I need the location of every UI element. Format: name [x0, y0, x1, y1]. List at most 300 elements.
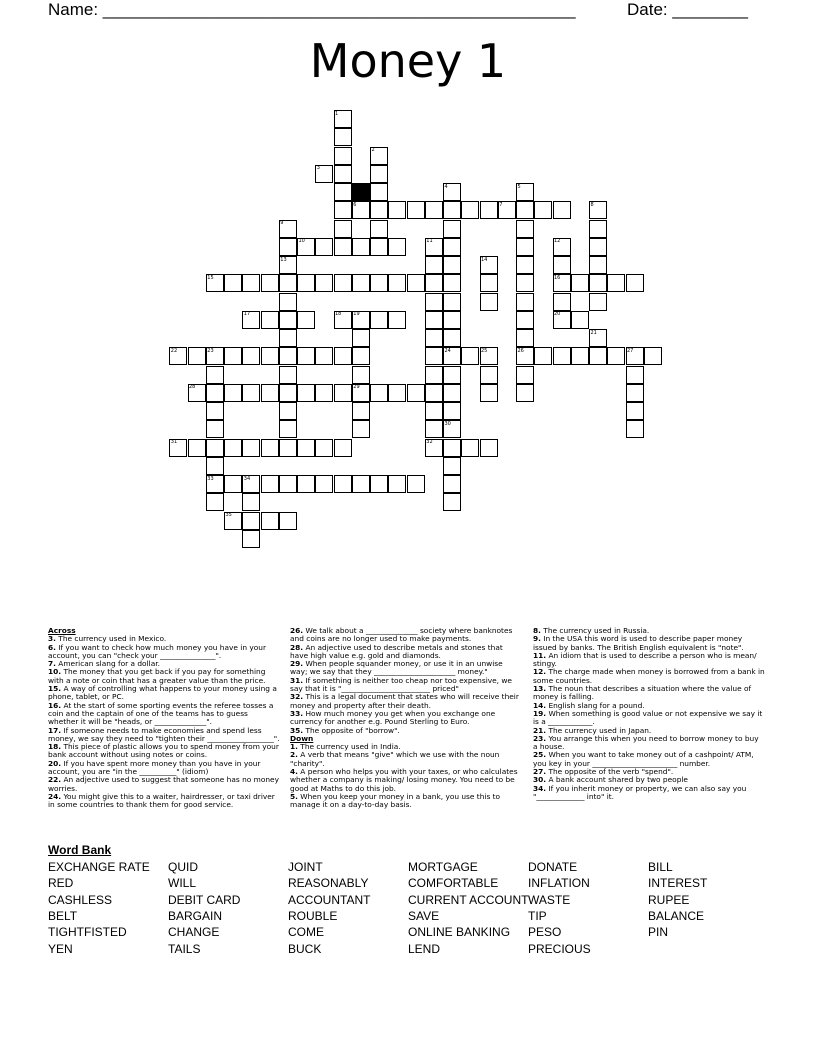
clue-number: 28	[189, 384, 196, 391]
clue	[290, 710, 522, 727]
grid-cell[interactable]	[352, 420, 370, 438]
grid-cell[interactable]	[388, 201, 406, 219]
grid-cell[interactable]	[352, 274, 370, 292]
clue	[48, 668, 280, 685]
grid-cell[interactable]	[334, 347, 352, 365]
clue-number: 23.	[533, 733, 547, 743]
grid-cell[interactable]	[370, 183, 388, 201]
date-field	[627, 0, 748, 20]
clue-number: 25	[481, 347, 488, 354]
grid-cell[interactable]	[261, 274, 279, 292]
word-bank-word: DONATE	[528, 860, 578, 874]
clue-text: An adjective used to describe metals and stones that have high value e.g. gold and diamonds.	[290, 642, 503, 660]
clue	[290, 693, 522, 710]
clue-text: The currency used in Japan.	[546, 725, 652, 735]
clue-number: 12	[554, 238, 561, 245]
grid-cell[interactable]	[224, 384, 242, 402]
grid-cell[interactable]	[261, 347, 279, 365]
clue-number: 19.	[533, 708, 547, 718]
black-cell	[352, 183, 370, 201]
grid-cell[interactable]	[334, 384, 352, 402]
grid-cell[interactable]	[388, 475, 406, 493]
grid-cell[interactable]	[370, 238, 388, 256]
clue-text: In the USA this word is used to describe paper money issued by banks. The British English equivalent is "note".	[533, 634, 744, 652]
grid-cell[interactable]	[242, 530, 260, 548]
grid-cell[interactable]	[206, 384, 224, 402]
grid-cell[interactable]	[352, 329, 370, 347]
grid-cell[interactable]	[626, 420, 644, 438]
clue-text: This piece of plastic allows you to spend money from your bank account without using notes or coins.	[48, 742, 279, 760]
grid-cell[interactable]	[480, 366, 498, 384]
clue	[533, 735, 765, 752]
grid-cell[interactable]	[589, 293, 607, 311]
grid-cell[interactable]	[443, 402, 461, 420]
grid-cell[interactable]	[443, 493, 461, 511]
clue-number: 12.	[533, 667, 547, 677]
clue-number: 31	[170, 439, 178, 445]
grid-cell[interactable]	[626, 274, 644, 292]
grid-cell[interactable]	[571, 311, 589, 329]
clue-text: You arrange this when you need to borrow money to buy a house.	[533, 733, 759, 752]
grid-cell[interactable]	[516, 274, 534, 292]
grid-cell[interactable]	[370, 311, 388, 329]
grid-cell[interactable]	[279, 420, 297, 438]
clue-number: 17	[243, 311, 251, 318]
grid-cell[interactable]	[443, 475, 461, 493]
grid-cell[interactable]	[297, 347, 315, 365]
clue-number: 1	[335, 110, 339, 117]
word-bank-word: PRECIOUS	[528, 941, 591, 956]
grid-cell[interactable]	[261, 439, 279, 457]
clue-number: 21.	[533, 725, 547, 735]
clue-text: A verb that means "give" which we use with the noun "charity".	[290, 750, 500, 768]
grid-cell[interactable]	[425, 274, 443, 292]
clue-text: How much money you get when you exchange one currency for another e.g. Pound Sterling to Euro.	[290, 708, 496, 727]
grid-cell[interactable]	[480, 439, 498, 457]
clues-column-3	[533, 627, 765, 801]
grid-cell[interactable]	[626, 402, 644, 420]
clue-number: 20	[554, 311, 561, 318]
word-bank-word: BUCK	[288, 941, 322, 956]
grid-cell[interactable]	[279, 366, 297, 384]
clue	[48, 776, 280, 793]
word-bank-word: ROUBLE	[288, 908, 338, 923]
grid-cell[interactable]	[315, 347, 333, 365]
grid-cell[interactable]	[480, 384, 498, 402]
clue-number: 10	[298, 238, 305, 245]
grid-cell[interactable]	[279, 238, 297, 256]
grid-cell[interactable]	[242, 512, 260, 530]
clue-section-heading: Down	[290, 733, 314, 743]
grid-cell[interactable]	[334, 201, 352, 219]
grid-cell[interactable]	[242, 274, 260, 292]
grid-cell[interactable]	[279, 311, 297, 329]
grid-cell[interactable]	[571, 274, 589, 292]
word-bank-word: BILL	[648, 860, 673, 874]
word-bank-word: CURRENT ACCOUNT	[408, 892, 529, 907]
word-bank-word: COME	[288, 925, 324, 940]
grid-cell[interactable]	[589, 274, 607, 292]
clue-number: 2.	[290, 750, 298, 760]
grid-cell[interactable]	[443, 384, 461, 402]
date-line: ________	[672, 0, 748, 19]
clue-number: 19	[353, 311, 360, 318]
grid-cell[interactable]	[553, 256, 571, 274]
grid-cell[interactable]	[297, 475, 315, 493]
clue	[533, 668, 765, 685]
grid-cell[interactable]	[279, 329, 297, 347]
grid-cell[interactable]	[206, 493, 224, 511]
word-bank-word: RED	[48, 876, 74, 891]
clue	[290, 627, 522, 644]
grid-cell[interactable]	[242, 347, 260, 365]
grid-cell[interactable]	[297, 439, 315, 457]
clue-text: If you want to check how much money you have in your account, you can "check your _______________".	[48, 642, 266, 660]
name-label: Name:	[48, 0, 103, 19]
word-bank-word: MORTGAGE	[408, 860, 478, 874]
grid-cell[interactable]	[279, 512, 297, 530]
clue-number: 9	[280, 220, 284, 226]
grid-cell[interactable]	[224, 347, 242, 365]
clue-number: 30.	[533, 775, 547, 785]
clue-number: 7	[499, 201, 503, 208]
word-bank-word: ACCOUNTANT	[288, 892, 371, 907]
word-bank-word: CHANGE	[168, 925, 220, 940]
page-title: Money 1	[309, 34, 507, 88]
clue-number: 23	[207, 347, 214, 354]
grid-cell[interactable]	[425, 420, 443, 438]
clue-number: 14.	[533, 700, 547, 710]
clue-text: You might give this to a waiter, hairdresser, or taxi driver in some countries to thank them for good service.	[48, 791, 275, 810]
clue-number: 16.	[48, 700, 62, 710]
grid-cell[interactable]	[352, 402, 370, 420]
grid-cell[interactable]	[425, 347, 443, 365]
word-bank-word: WASTE	[528, 892, 571, 907]
clue-number: 5	[517, 183, 521, 190]
grid-cell[interactable]	[516, 256, 534, 274]
grid-cell[interactable]	[206, 366, 224, 384]
clue-text: An adjective used to suggest that someone has no money worries.	[48, 775, 279, 793]
grid-cell[interactable]	[279, 402, 297, 420]
grid-cell[interactable]	[461, 201, 479, 219]
clue-text: An idiom that is used to describe a person who is mean/ stingy.	[533, 650, 757, 669]
grid-cell[interactable]	[516, 238, 534, 256]
grid-cell[interactable]	[315, 274, 333, 292]
clue-text: When you keep your money in a bank, you use this to manage it on a day-to-day basis.	[290, 791, 501, 810]
grid-cell[interactable]	[425, 256, 443, 274]
clue-number: 4	[444, 183, 448, 190]
clue	[48, 743, 280, 760]
clue-number: 31.	[290, 675, 304, 685]
grid-cell[interactable]	[516, 366, 534, 384]
grid-cell[interactable]	[443, 201, 461, 219]
grid-cell[interactable]	[279, 347, 297, 365]
clue-number: 15	[207, 274, 214, 281]
clue-text: We talk about a ______________ society where banknotes and coins are no longer used to make payments.	[290, 626, 513, 644]
clue-text: The opposite of the verb "spend".	[546, 767, 674, 777]
clue	[533, 635, 765, 652]
grid-cell[interactable]	[425, 293, 443, 311]
grid-cell[interactable]	[443, 457, 461, 475]
clue-number: 14	[481, 256, 488, 263]
grid-cell[interactable]	[261, 475, 279, 493]
grid-cell[interactable]	[206, 420, 224, 438]
grid-cell[interactable]	[571, 347, 589, 365]
grid-cell[interactable]	[589, 220, 607, 238]
grid-cell[interactable]	[334, 439, 352, 457]
clue-text: A bank account shared by two people	[546, 775, 688, 785]
grid-cell[interactable]	[279, 274, 297, 292]
grid-cell[interactable]	[352, 347, 370, 365]
grid-cell[interactable]	[388, 274, 406, 292]
grid-cell[interactable]	[516, 220, 534, 238]
clue-text: The noun that describes a situation where the value of money is falling.	[533, 684, 752, 702]
grid-cell[interactable]	[626, 366, 644, 384]
clue-text: This is a legal document that states who will receive their money and property after their death.	[290, 692, 519, 710]
grid-cell[interactable]	[443, 311, 461, 329]
grid-cell[interactable]	[279, 293, 297, 311]
clue-section-heading: Across	[48, 626, 76, 635]
grid-cell[interactable]	[334, 183, 352, 201]
grid-cell[interactable]	[516, 293, 534, 311]
grid-cell[interactable]	[407, 274, 425, 292]
clue-number: 34.	[533, 783, 547, 793]
grid-cell[interactable]	[553, 347, 571, 365]
clue	[290, 751, 522, 768]
word-bank-word: INTEREST	[648, 876, 708, 891]
grid-cell[interactable]	[516, 384, 534, 402]
grid-cell[interactable]	[242, 439, 260, 457]
clue-number: 32.	[290, 692, 304, 702]
grid-cell[interactable]	[553, 293, 571, 311]
grid-cell[interactable]	[443, 256, 461, 274]
grid-cell[interactable]	[480, 293, 498, 311]
grid-cell[interactable]	[443, 238, 461, 256]
grid-cell[interactable]	[461, 347, 479, 365]
grid-cell[interactable]	[334, 475, 352, 493]
grid-cell[interactable]	[407, 475, 425, 493]
clue	[290, 793, 522, 810]
grid-cell[interactable]	[224, 475, 242, 493]
clue-number: 3	[316, 165, 320, 172]
grid-cell[interactable]	[315, 238, 333, 256]
grid-cell[interactable]	[261, 384, 279, 402]
grid-cell[interactable]	[443, 366, 461, 384]
word-bank-word: YEN	[48, 941, 73, 956]
grid-cell[interactable]	[242, 384, 260, 402]
grid-cell[interactable]	[206, 439, 224, 457]
clue-number: 6	[353, 201, 357, 208]
clue-number: 6.	[48, 642, 56, 652]
grid-cell[interactable]	[334, 165, 352, 183]
grid-cell[interactable]	[352, 475, 370, 493]
clue-number: 21	[590, 329, 597, 336]
word-bank-word: SAVE	[408, 908, 440, 923]
name-line: __________________________________________________	[102, 0, 576, 19]
grid-cell[interactable]	[534, 201, 552, 219]
grid-cell[interactable]	[261, 512, 279, 530]
clue-number: 27	[627, 347, 634, 354]
clue-number: 24	[444, 347, 451, 354]
word-bank-word: WILL	[168, 876, 197, 891]
grid-cell[interactable]	[188, 439, 206, 457]
clue-number: 7.	[48, 659, 56, 669]
grid-cell[interactable]	[334, 274, 352, 292]
grid-cell[interactable]	[370, 220, 388, 238]
grid-cell[interactable]	[206, 457, 224, 475]
clue-text: If you inherit money or property, we can also say you "_____________ into" it.	[533, 783, 747, 801]
clue	[533, 685, 765, 702]
grid-cell[interactable]	[297, 311, 315, 329]
grid-cell[interactable]	[626, 384, 644, 402]
word-bank-word: COMFORTABLE	[408, 876, 499, 891]
grid-cell[interactable]	[206, 402, 224, 420]
clue-number: 2	[371, 147, 375, 153]
grid-cell[interactable]	[516, 201, 534, 219]
grid-cell[interactable]	[589, 256, 607, 274]
clue-number: 9.	[533, 634, 541, 644]
grid-cell[interactable]	[480, 201, 498, 219]
grid-cell[interactable]	[297, 384, 315, 402]
clue	[290, 677, 522, 694]
grid-cell[interactable]	[443, 274, 461, 292]
clue-number: 17.	[48, 725, 62, 735]
clue-text: The currency used in Mexico.	[55, 634, 167, 644]
grid-cell[interactable]	[607, 274, 625, 292]
clues-column-2	[290, 627, 522, 810]
grid-cell[interactable]	[370, 201, 388, 219]
grid-cell[interactable]	[443, 439, 461, 457]
word-bank-word: BARGAIN	[168, 908, 223, 923]
word-bank-word: JOINT	[288, 860, 323, 874]
grid-cell[interactable]	[425, 311, 443, 329]
grid-cell[interactable]	[589, 238, 607, 256]
grid-cell[interactable]	[388, 384, 406, 402]
grid-cell[interactable]	[388, 238, 406, 256]
clue-number: 22.	[48, 775, 62, 785]
clue	[533, 751, 765, 768]
grid-cell[interactable]	[388, 311, 406, 329]
clue-number: 1.	[290, 742, 298, 752]
clue-text: The money that you get back if you pay for something with a note or coin that has a greater value than the price.	[48, 667, 266, 685]
grid-cell[interactable]	[261, 311, 279, 329]
grid-cell[interactable]	[516, 311, 534, 329]
clue-text: If someone needs to make economies and spend less money, we say they need to "tighten their __________________".	[48, 725, 280, 743]
grid-cell[interactable]	[516, 329, 534, 347]
clue-number: 10.	[48, 667, 62, 677]
grid-cell[interactable]	[370, 274, 388, 292]
clues-column-1	[48, 627, 280, 810]
grid-cell[interactable]	[279, 384, 297, 402]
grid-cell[interactable]	[224, 274, 242, 292]
grid-cell[interactable]	[461, 439, 479, 457]
grid-cell[interactable]	[297, 274, 315, 292]
word-bank-word: TIP	[528, 908, 547, 923]
clue-text: When people squander money, or use it in an unwise way; we say that they ______________________ money."	[290, 659, 503, 677]
clue-text: American slang for a dollar.	[55, 659, 160, 669]
grid-cell[interactable]	[352, 366, 370, 384]
clue-number: 32	[426, 439, 433, 445]
grid-cell[interactable]	[425, 384, 443, 402]
clue-number: 8.	[533, 626, 541, 635]
grid-cell[interactable]	[480, 274, 498, 292]
grid-cell[interactable]	[188, 347, 206, 365]
grid-cell[interactable]	[279, 475, 297, 493]
word-bank-word: RUPEE	[648, 892, 690, 907]
clue-number: 26	[517, 347, 524, 354]
grid-cell[interactable]	[334, 238, 352, 256]
grid-cell[interactable]	[315, 384, 333, 402]
clue-number: 34	[243, 475, 251, 482]
clue-text: The opposite of "borrow".	[303, 725, 400, 735]
grid-cell[interactable]	[370, 384, 388, 402]
grid-cell[interactable]	[534, 347, 552, 365]
clue-number: 29.	[290, 659, 304, 669]
grid-cell[interactable]	[315, 475, 333, 493]
word-bank-word: QUID	[168, 860, 198, 874]
clue-number: 33	[207, 475, 214, 482]
grid-cell[interactable]	[644, 347, 662, 365]
grid-cell[interactable]	[443, 329, 461, 347]
clue-text: A person who helps you with your taxes, or who calculates whether a company is making/ losing money. You need to be good at Maths to do this job.	[290, 767, 518, 793]
clue	[48, 793, 280, 810]
clue-text: If something is neither too cheap nor too expensive, we say that it is "________________________ priced"	[290, 675, 512, 694]
clue-text: The currency used in Russia.	[540, 626, 650, 635]
grid-cell[interactable]	[334, 128, 352, 146]
grid-cell[interactable]	[334, 147, 352, 165]
grid-cell[interactable]	[224, 439, 242, 457]
grid-cell[interactable]	[370, 475, 388, 493]
grid-cell[interactable]	[589, 347, 607, 365]
grid-cell[interactable]	[370, 165, 388, 183]
grid-cell[interactable]	[425, 329, 443, 347]
grid-cell[interactable]	[553, 201, 571, 219]
grid-cell[interactable]	[443, 293, 461, 311]
grid-cell[interactable]	[607, 347, 625, 365]
grid-cell[interactable]	[279, 439, 297, 457]
clue	[48, 702, 280, 727]
grid-cell[interactable]	[352, 238, 370, 256]
clue-number: 33.	[290, 708, 304, 718]
clue	[290, 727, 522, 735]
word-bank-word: LEND	[408, 941, 441, 956]
clue-text: If you have spent more money than you have in your account, you are "in the __________" (idiom)	[48, 758, 261, 777]
word-bank-word: BALANCE	[648, 908, 705, 923]
grid-cell[interactable]	[407, 384, 425, 402]
clue-text: The charge made when money is borrowed from a bank in some countries.	[533, 667, 765, 685]
word-bank-word: CASHLESS	[48, 892, 113, 907]
clue-number: 11	[426, 238, 433, 245]
grid-cell[interactable]	[315, 439, 333, 457]
clue-text: The currency used in India.	[297, 742, 401, 752]
clue-text: When something is good value or not expensive we say it is a ____________.	[533, 708, 763, 727]
clue-number: 15.	[48, 684, 62, 694]
grid-cell[interactable]	[443, 220, 461, 238]
grid-cell[interactable]	[242, 493, 260, 511]
clue-text: English slang for a pound.	[546, 700, 645, 710]
clue-number: 18.	[48, 742, 62, 752]
grid-cell[interactable]	[334, 220, 352, 238]
clue-number: 16	[554, 274, 561, 281]
grid-cell[interactable]	[407, 201, 425, 219]
clue-number: 35	[225, 512, 232, 518]
grid-cell[interactable]	[425, 201, 443, 219]
clue-text: A way of controlling what happens to your money using a phone, tablet, or PC.	[48, 684, 277, 702]
grid-cell[interactable]	[425, 402, 443, 420]
clue	[290, 768, 522, 793]
clue-number: 28.	[290, 642, 304, 652]
grid-cell[interactable]	[425, 366, 443, 384]
